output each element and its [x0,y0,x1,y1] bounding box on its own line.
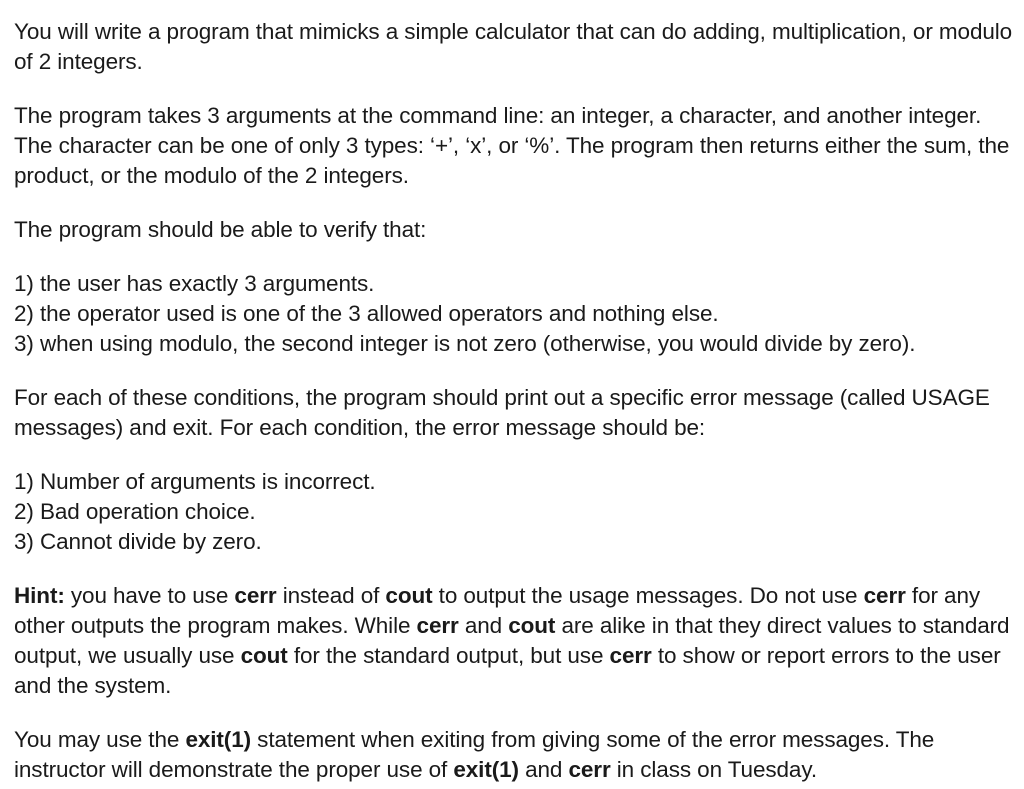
hint-text: are alike in that they direct values to standard output, we usually use [14,613,1010,668]
hint-text: for the standard output, but use [287,643,610,668]
exit-keyword: exit(1) [185,727,252,752]
hint-text: to show or report errors to the user and the system. [14,643,1001,698]
exit-note-text: in class on Tuesday. [610,757,817,782]
intro-paragraph: You will write a program that mimicks a simple calculator that can do adding, multiplication, or modulo of 2 integers. [14,19,1013,74]
conditions-list [14,269,1014,359]
error-messages-list [14,467,1014,557]
exit-note-paragraph [14,725,1014,785]
hint-text: to output the usage messages. Do not use [432,583,864,608]
cerr-keyword: cerr [568,757,611,782]
hint-text: for any other outputs the program makes. While [14,583,981,638]
hint-text: you have to use [64,583,235,608]
cerr-keyword: cerr [234,583,277,608]
cerr-keyword: cerr [863,583,906,608]
hint-text: instead of [276,583,386,608]
exit-keyword: exit(1) [453,757,519,782]
cerr-keyword: cerr [609,643,652,668]
condition-item: 2) the operator used is one of the 3 allowed operators and nothing else. [14,301,719,326]
errors-intro-paragraph: For each of these conditions, the program should print out a specific error message (called USAGE messages) and exit. For each condition, the error message should be: [14,385,990,440]
exit-note-text: You may use the [14,727,186,752]
error-message-item: 1) Number of arguments is incorrect. [14,469,376,494]
cout-keyword: cout [385,583,433,608]
cerr-keyword: cerr [416,613,459,638]
exit-note-text: statement when exiting from giving some of the error messages. The instructor will demonstrate the proper use of [14,727,935,782]
condition-item: 1) the user has exactly 3 arguments. [14,271,375,296]
cout-keyword: cout [508,613,556,638]
verify-intro-paragraph: The program should be able to verify that: [14,217,427,242]
condition-item: 3) when using modulo, the second integer is not zero (otherwise, you would divide by zero). [14,331,916,356]
cout-keyword: cout [240,643,288,668]
hint-paragraph [14,581,1014,701]
exit-note-text: and [518,757,569,782]
error-message-item: 3) Cannot divide by zero. [14,529,262,554]
hint-text: and [458,613,509,638]
hint-label: Hint: [14,583,65,608]
arguments-paragraph: The program takes 3 arguments at the command line: an integer, a character, and another integer. The character can be one of only 3 types: ‘+’, ‘x’, or ‘%’. The program then returns either the sum, the product, or the modulo of the 2 integers. [14,103,1010,188]
error-message-item: 2) Bad operation choice. [14,499,256,524]
